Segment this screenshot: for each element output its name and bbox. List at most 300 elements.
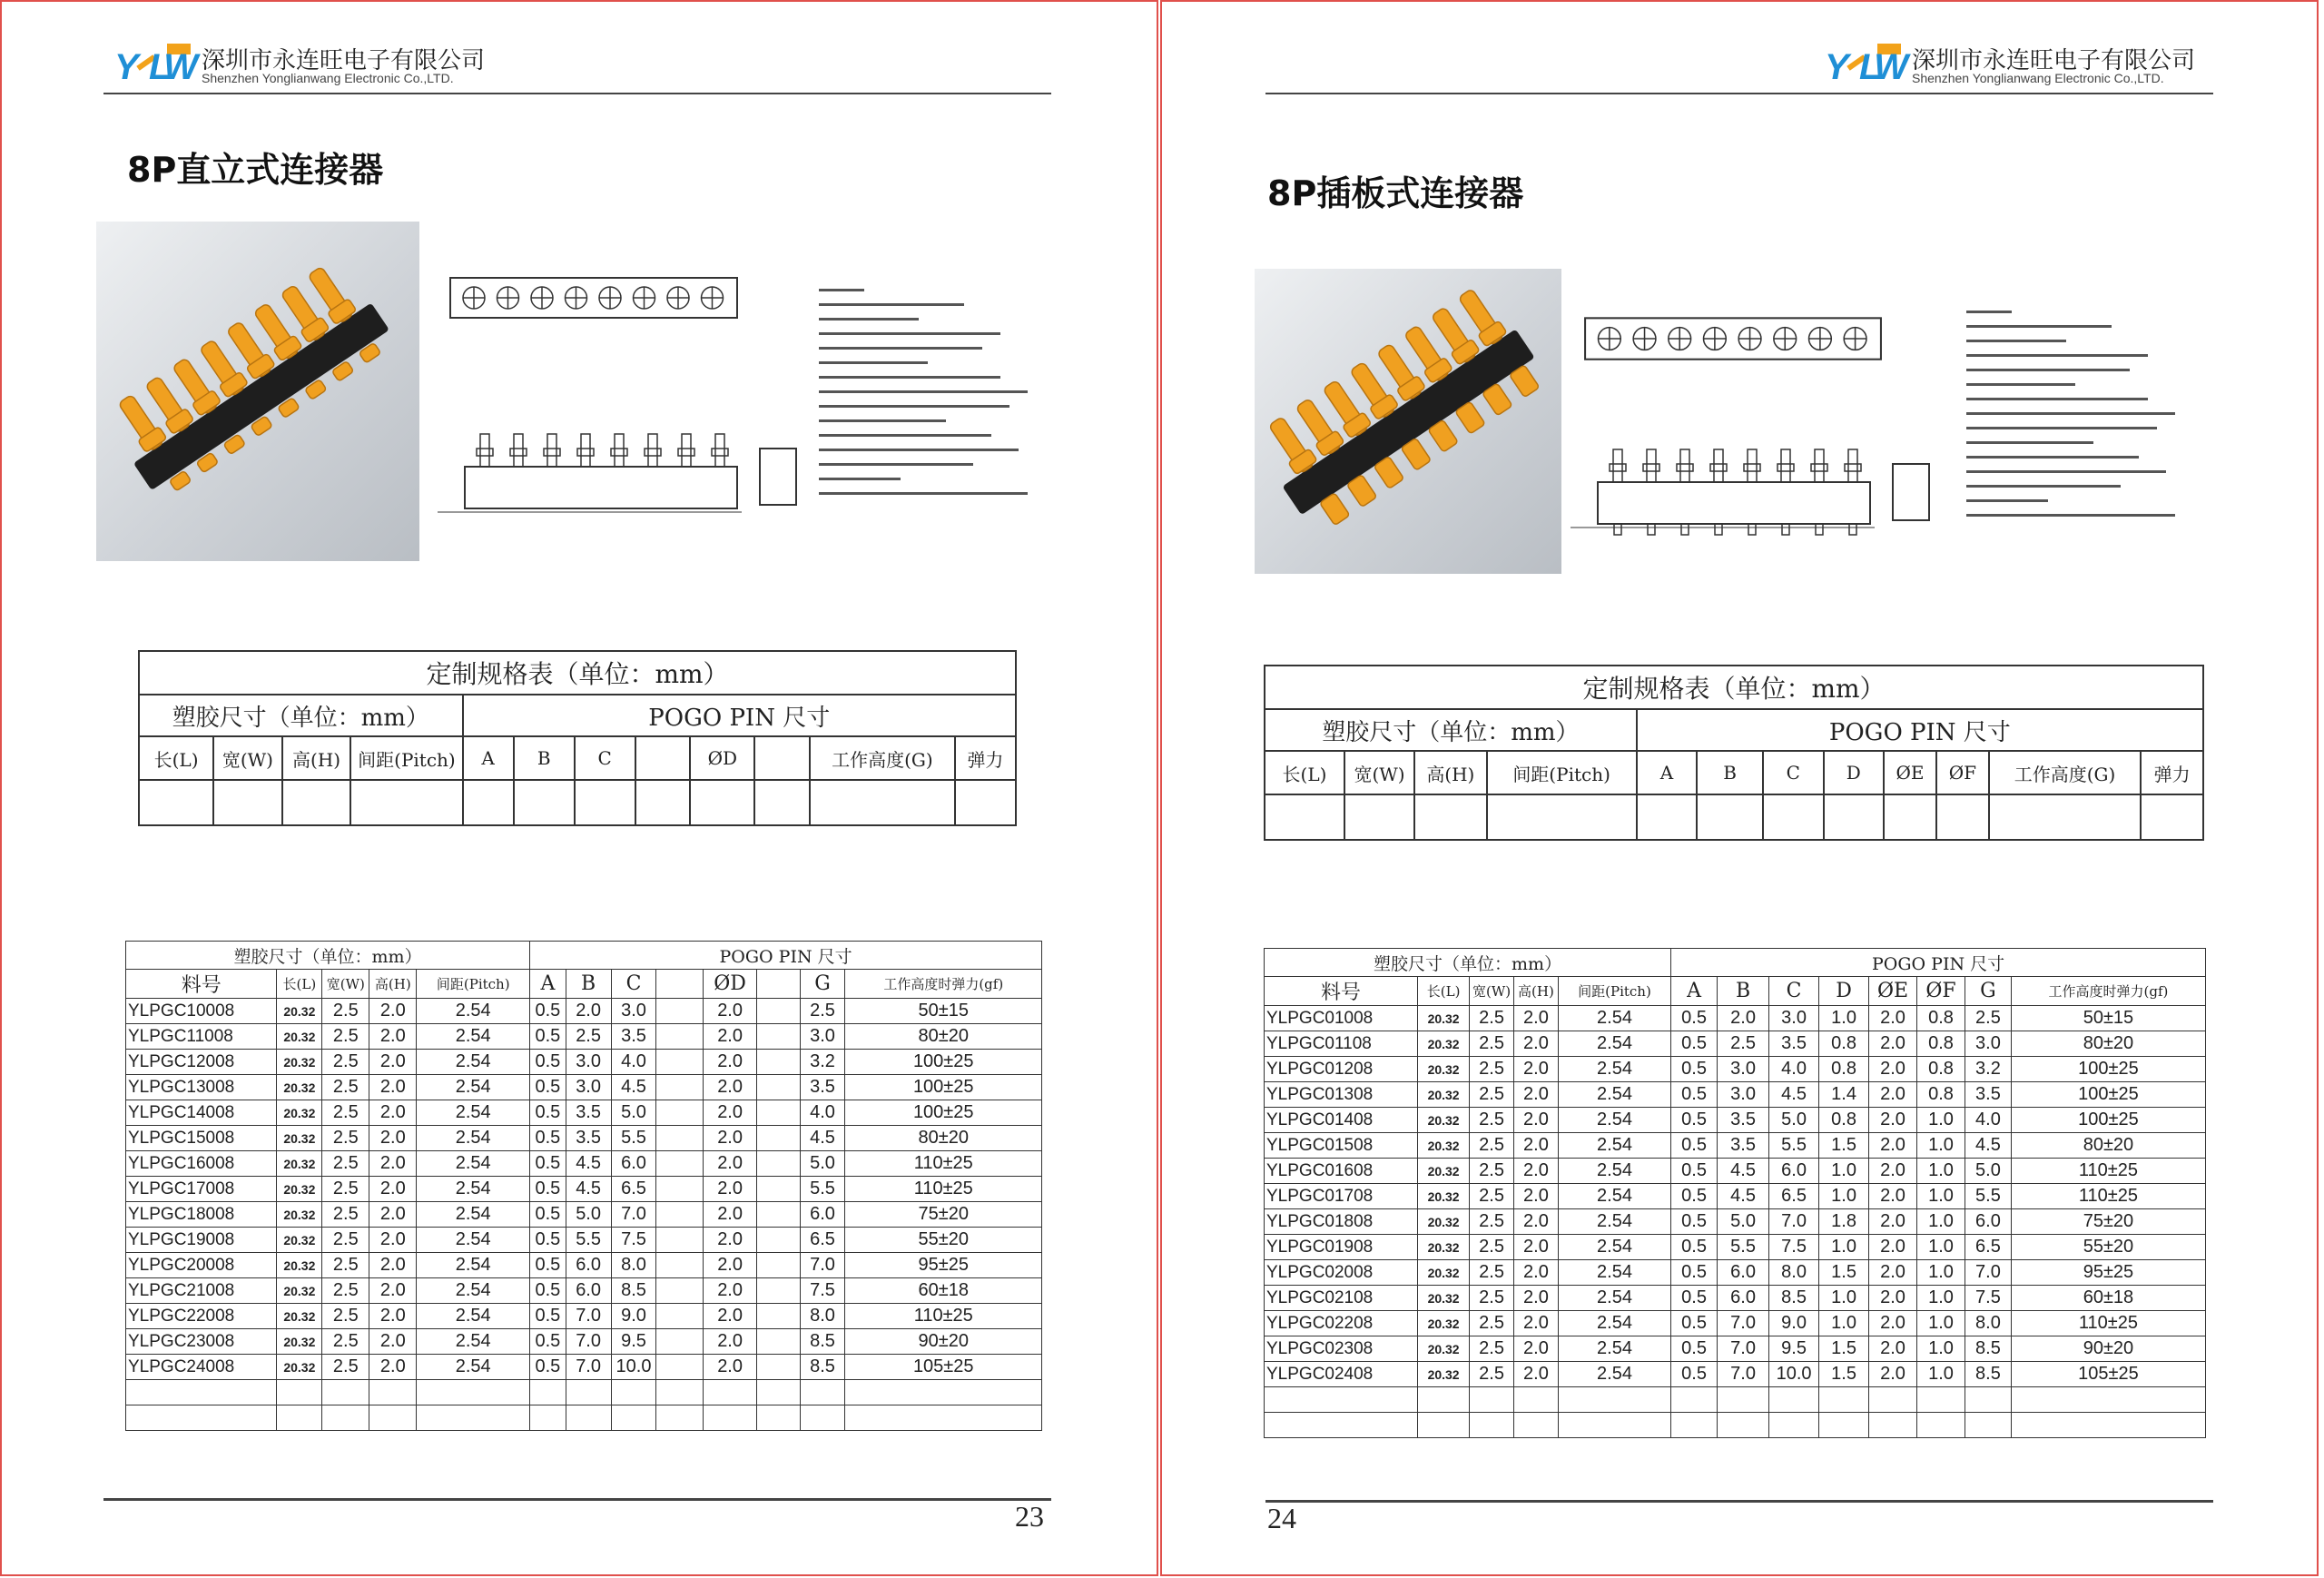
side-view-drawing <box>428 421 810 521</box>
table-cell: 2.0 <box>1869 1057 1917 1082</box>
table-cell <box>2011 1387 2205 1413</box>
table-row <box>1265 1286 2206 1311</box>
table-cell <box>656 1100 704 1126</box>
table-cell: 7.5 <box>800 1278 845 1304</box>
table-cell: 5.0 <box>800 1151 845 1177</box>
table-row <box>126 1355 1042 1380</box>
spec-empty-cell <box>1344 794 1414 840</box>
company-name-en: Shenzhen Yonglianwang Electronic Co.,LTD. <box>1912 71 2164 85</box>
company-logo: Y LW <box>1825 44 1906 87</box>
table-cell: 2.54 <box>417 1151 530 1177</box>
table-row <box>126 1100 1042 1126</box>
table-cell <box>756 1151 800 1177</box>
table-cell: 20.32 <box>277 1050 322 1075</box>
empty-row <box>126 1380 1042 1405</box>
company-name-cn: 深圳市永连旺电子有限公司 <box>202 47 486 74</box>
table-cell <box>1917 1387 1965 1413</box>
table-cell: 4.5 <box>800 1126 845 1151</box>
plastic-size-header: 塑胶尺寸（单位：mm） <box>139 695 463 736</box>
pin-outline <box>1748 449 1757 482</box>
table-cell: 20.32 <box>277 1253 322 1278</box>
spec-empty-cell <box>690 780 754 825</box>
table-cell <box>1513 1413 1558 1438</box>
table-cell: 110±25 <box>2011 1159 2205 1184</box>
table-cell <box>1558 1387 1670 1413</box>
table-cell: 6.5 <box>611 1177 656 1202</box>
technical-notes <box>1966 311 2184 528</box>
table-cell: 2.0 <box>704 1278 756 1304</box>
table-cell: 1.0 <box>1917 1108 1965 1133</box>
table-cell: 20.32 <box>1418 1108 1470 1133</box>
table-cell: 0.5 <box>530 1355 566 1380</box>
table-cell: 8.5 <box>611 1278 656 1304</box>
table-cell <box>756 1278 800 1304</box>
spec-empty-cell <box>2141 794 2203 840</box>
table-cell: 20.32 <box>1418 1311 1470 1336</box>
parts-column-header: 间距(Pitch) <box>417 970 530 999</box>
table-cell: 1.5 <box>1819 1336 1869 1362</box>
table-cell: 3.5 <box>1718 1133 1769 1159</box>
table-cell: 2.0 <box>1869 1209 1917 1235</box>
parts-column-header: C <box>1769 977 1819 1006</box>
table-cell <box>369 1380 417 1405</box>
table-cell: 1.0 <box>1819 1159 1869 1184</box>
table-cell: 7.0 <box>800 1253 845 1278</box>
table-cell: 7.5 <box>1769 1235 1819 1260</box>
spec-column-header: 弹力 <box>955 736 1016 780</box>
table-cell: 2.0 <box>704 1228 756 1253</box>
table-cell: 1.0 <box>1917 1286 1965 1311</box>
table-cell: 2.5 <box>1470 1184 1514 1209</box>
table-cell: 1.0 <box>1819 1006 1869 1031</box>
table-cell: 20.32 <box>1418 1082 1470 1108</box>
table-cell: 7.0 <box>1769 1209 1819 1235</box>
parts-column-header: A <box>1671 977 1718 1006</box>
table-cell: 2.0 <box>1869 1286 1917 1311</box>
table-cell: 1.8 <box>1819 1209 1869 1235</box>
table-cell: 5.0 <box>611 1100 656 1126</box>
table-cell <box>277 1380 322 1405</box>
table-cell: 2.0 <box>1869 1159 1917 1184</box>
table-cell: 2.5 <box>1470 1362 1514 1387</box>
part-number-cell: YLPGC02008 <box>1265 1260 1418 1286</box>
table-cell: 2.0 <box>704 1202 756 1228</box>
top-view-drawing <box>1583 311 1883 365</box>
table-cell <box>566 1380 611 1405</box>
table-cell: 0.5 <box>1671 1133 1718 1159</box>
table-cell: 2.0 <box>1513 1108 1558 1133</box>
pin-outline <box>1781 449 1790 482</box>
table-row <box>1265 1006 2206 1031</box>
table-row <box>1265 1336 2206 1362</box>
table-cell <box>756 1100 800 1126</box>
table-cell <box>2011 1413 2205 1438</box>
table-cell <box>1265 1387 1418 1413</box>
table-cell <box>656 1355 704 1380</box>
spec-column-header <box>754 736 810 780</box>
spec-column-header: 间距(Pitch) <box>1487 751 1637 794</box>
spec-column-header: 弹力 <box>2141 751 2203 794</box>
page-title: 8P直立式连接器 <box>127 150 384 190</box>
table-cell <box>756 1050 800 1075</box>
table-cell: 55±20 <box>2011 1235 2205 1260</box>
part-number-cell: YLPGC13008 <box>126 1075 277 1100</box>
spec-column-header: ØF <box>1936 751 1989 794</box>
table-cell: 20.32 <box>1418 1235 1470 1260</box>
table-row <box>1265 1133 2206 1159</box>
table-cell: 3.0 <box>800 1024 845 1050</box>
table-cell: 8.0 <box>1965 1311 2011 1336</box>
table-cell: 0.5 <box>1671 1006 1718 1031</box>
table-cell: 2.54 <box>1558 1159 1670 1184</box>
table-cell: 2.0 <box>704 999 756 1024</box>
table-row <box>126 1304 1042 1329</box>
table-cell: 80±20 <box>845 1126 1042 1151</box>
parts-column-header: G <box>800 970 845 999</box>
table-cell: 2.54 <box>1558 1057 1670 1082</box>
table-cell: 20.32 <box>1418 1159 1470 1184</box>
part-number-cell: YLPGC12008 <box>126 1050 277 1075</box>
table-cell <box>756 1380 800 1405</box>
table-cell: 6.0 <box>800 1202 845 1228</box>
table-cell: 8.5 <box>800 1355 845 1380</box>
table-cell: 2.0 <box>704 1075 756 1100</box>
spec-empty-cell <box>213 780 282 825</box>
table-cell: 8.0 <box>611 1253 656 1278</box>
table-cell: 2.5 <box>1965 1006 2011 1031</box>
table-cell: 2.54 <box>417 999 530 1024</box>
table-cell: 2.0 <box>369 1228 417 1253</box>
table-cell: 3.0 <box>1769 1006 1819 1031</box>
empty-row <box>1265 1413 2206 1438</box>
pin-outline <box>648 434 657 467</box>
table-cell: 20.32 <box>1418 1057 1470 1082</box>
table-row <box>1265 1082 2206 1108</box>
table-cell: 3.2 <box>800 1050 845 1075</box>
table-cell: 2.5 <box>1470 1209 1514 1235</box>
table-cell: 0.5 <box>530 1177 566 1202</box>
table-cell <box>417 1405 530 1431</box>
pin-outline <box>1714 449 1723 482</box>
pin-outline <box>1680 449 1689 482</box>
table-cell: 0.5 <box>530 1151 566 1177</box>
parts-column-header: 料号 <box>1265 977 1418 1006</box>
table-cell: 0.5 <box>530 1228 566 1253</box>
table-cell: 2.5 <box>1470 1336 1514 1362</box>
table-cell <box>756 1228 800 1253</box>
table-cell <box>611 1405 656 1431</box>
table-cell <box>656 1278 704 1304</box>
table-cell <box>656 1024 704 1050</box>
table-cell: 2.0 <box>369 1329 417 1355</box>
page-number: 23 <box>1015 1500 1044 1533</box>
table-cell: 2.0 <box>1869 1235 1917 1260</box>
spec-column-header: ØE <box>1884 751 1936 794</box>
table-cell: 1.0 <box>1819 1235 1869 1260</box>
page-title: 8P插板式连接器 <box>1267 173 1524 213</box>
parts-pogo-header: POGO PIN 尺寸 <box>1671 949 2206 977</box>
spec-empty-cell <box>955 780 1016 825</box>
pin-outline <box>480 434 489 467</box>
table-cell: 100±25 <box>845 1050 1042 1075</box>
spec-empty-cell <box>1824 794 1884 840</box>
table-cell: 2.5 <box>322 1278 369 1304</box>
spec-empty-cell <box>1884 794 1936 840</box>
table-cell: 2.54 <box>417 1024 530 1050</box>
page-23 <box>0 0 1158 1576</box>
table-cell <box>1917 1413 1965 1438</box>
table-cell: 20.32 <box>277 1126 322 1151</box>
spec-column-header: 高(H) <box>282 736 351 780</box>
table-cell: 2.0 <box>1718 1006 1769 1031</box>
table-cell: 2.54 <box>1558 1235 1670 1260</box>
table-cell: 60±18 <box>2011 1286 2205 1311</box>
table-cell: 2.0 <box>1513 1336 1558 1362</box>
table-cell: 1.0 <box>1917 1184 1965 1209</box>
parts-column-header: 宽(W) <box>322 970 369 999</box>
table-cell: 2.0 <box>369 999 417 1024</box>
table-cell: 0.5 <box>530 1278 566 1304</box>
table-cell: 2.54 <box>417 1278 530 1304</box>
table-cell: 20.32 <box>277 1329 322 1355</box>
table-cell: 110±25 <box>845 1177 1042 1202</box>
table-cell: 20.32 <box>1418 1260 1470 1286</box>
table-cell: 8.5 <box>1965 1362 2011 1387</box>
top-view-drawing <box>448 271 739 323</box>
spec-column-header: C <box>1763 751 1823 794</box>
parts-column-header: C <box>611 970 656 999</box>
table-cell: 1.0 <box>1917 1159 1965 1184</box>
pin-outline <box>615 434 624 467</box>
table-cell: 4.5 <box>1718 1159 1769 1184</box>
table-cell: 2.0 <box>1513 1260 1558 1286</box>
table-cell: 2.5 <box>1470 1006 1514 1031</box>
table-cell: 2.5 <box>322 999 369 1024</box>
table-cell: 4.0 <box>611 1050 656 1075</box>
table-cell: 3.5 <box>1769 1031 1819 1057</box>
table-cell <box>417 1380 530 1405</box>
table-cell: 2.0 <box>566 999 611 1024</box>
table-cell <box>1819 1387 1869 1413</box>
table-cell: 2.0 <box>1513 1031 1558 1057</box>
table-cell: 20.32 <box>277 1151 322 1177</box>
page-footer <box>1265 1500 2213 1530</box>
spec-column-header: 宽(W) <box>213 736 282 780</box>
table-cell: 2.5 <box>322 1151 369 1177</box>
table-cell: 3.0 <box>1965 1031 2011 1057</box>
table-cell: 2.54 <box>1558 1362 1670 1387</box>
parts-column-header: A <box>530 970 566 999</box>
table-cell <box>656 1329 704 1355</box>
parts-column-header: 料号 <box>126 970 277 999</box>
spec-table-caption: 定制规格表（单位：mm） <box>139 651 1016 695</box>
table-cell <box>1769 1413 1819 1438</box>
table-cell: 50±15 <box>2011 1006 2205 1031</box>
table-cell: 50±15 <box>845 999 1042 1024</box>
table-cell: 60±18 <box>845 1278 1042 1304</box>
part-number-cell: YLPGC01308 <box>1265 1082 1418 1108</box>
table-cell: 95±25 <box>845 1253 1042 1278</box>
table-cell: 1.5 <box>1819 1362 1869 1387</box>
table-cell: 90±20 <box>2011 1336 2205 1362</box>
table-cell: 3.2 <box>1965 1057 2011 1082</box>
table-cell: 4.5 <box>1769 1082 1819 1108</box>
table-cell: 4.5 <box>611 1075 656 1100</box>
table-cell: 2.54 <box>417 1100 530 1126</box>
table-cell <box>704 1380 756 1405</box>
table-cell: 110±25 <box>845 1304 1042 1329</box>
table-cell <box>756 999 800 1024</box>
table-cell: 2.0 <box>704 1355 756 1380</box>
table-cell: 90±20 <box>845 1329 1042 1355</box>
table-cell: 20.32 <box>277 1202 322 1228</box>
spec-column-header: D <box>1824 751 1884 794</box>
table-cell: 2.54 <box>1558 1336 1670 1362</box>
part-number-cell: YLPGC01808 <box>1265 1209 1418 1235</box>
table-cell: 2.0 <box>1869 1006 1917 1031</box>
table-cell: 55±20 <box>845 1228 1042 1253</box>
side-view-drawing <box>1561 432 1943 541</box>
table-cell: 2.5 <box>1470 1260 1514 1286</box>
table-cell: 0.5 <box>530 1050 566 1075</box>
table-cell: 100±25 <box>2011 1108 2205 1133</box>
table-cell: 6.0 <box>1769 1159 1819 1184</box>
table-cell: 2.0 <box>704 1151 756 1177</box>
parts-column-header: B <box>1718 977 1769 1006</box>
table-cell: 9.5 <box>611 1329 656 1355</box>
table-cell: 2.0 <box>704 1253 756 1278</box>
spec-empty-cell <box>1936 794 1989 840</box>
table-cell: 2.54 <box>417 1228 530 1253</box>
table-cell: 3.5 <box>566 1100 611 1126</box>
table-cell: 0.5 <box>1671 1235 1718 1260</box>
table-cell: 20.32 <box>277 1278 322 1304</box>
table-cell: 2.54 <box>417 1177 530 1202</box>
product-photo <box>96 222 419 561</box>
spec-column-header: B <box>514 736 575 780</box>
part-number-cell: YLPGC02108 <box>1265 1286 1418 1311</box>
table-cell: 2.0 <box>704 1126 756 1151</box>
page-header <box>103 38 1051 94</box>
spec-column-header: C <box>575 736 635 780</box>
parts-column-header: 工作高度时弹力(gf) <box>845 970 1042 999</box>
table-cell <box>656 1151 704 1177</box>
part-number-cell: YLPGC01108 <box>1265 1031 1418 1057</box>
table-row <box>1265 1311 2206 1336</box>
empty-row <box>126 1405 1042 1431</box>
table-row <box>1265 1031 2206 1057</box>
table-cell: 2.5 <box>322 1024 369 1050</box>
table-cell <box>656 1304 704 1329</box>
table-cell: 0.8 <box>1917 1031 1965 1057</box>
table-cell: 0.5 <box>530 1329 566 1355</box>
table-cell: 2.0 <box>369 1253 417 1278</box>
page-footer <box>103 1498 1051 1528</box>
parts-column-header: 长(L) <box>277 970 322 999</box>
table-cell: 2.54 <box>417 1126 530 1151</box>
table-cell: 9.0 <box>1769 1311 1819 1336</box>
table-cell: 5.5 <box>611 1126 656 1151</box>
table-cell: 2.0 <box>369 1126 417 1151</box>
table-cell: 2.54 <box>417 1253 530 1278</box>
table-cell <box>656 1405 704 1431</box>
spec-column-header: 长(L) <box>139 736 213 780</box>
table-cell: 5.5 <box>1769 1133 1819 1159</box>
company-logo: Y LW <box>114 44 196 87</box>
pin-outline <box>1848 449 1857 482</box>
table-cell <box>704 1405 756 1431</box>
table-cell: 7.0 <box>1718 1362 1769 1387</box>
spec-empty-cell <box>1265 794 1344 840</box>
table-cell: 6.0 <box>566 1253 611 1278</box>
table-row <box>1265 1362 2206 1387</box>
table-cell <box>322 1380 369 1405</box>
table-cell: 2.5 <box>1470 1235 1514 1260</box>
table-row <box>126 1253 1042 1278</box>
table-cell <box>756 1024 800 1050</box>
part-number-cell: YLPGC01508 <box>1265 1133 1418 1159</box>
table-cell: 2.54 <box>1558 1286 1670 1311</box>
table-row <box>1265 1057 2206 1082</box>
table-cell: 3.0 <box>1718 1057 1769 1082</box>
table-cell: 2.5 <box>322 1355 369 1380</box>
table-cell: 2.0 <box>1869 1108 1917 1133</box>
table-cell: 1.0 <box>1917 1133 1965 1159</box>
table-cell: 6.5 <box>1769 1184 1819 1209</box>
spec-column-header: 高(H) <box>1414 751 1486 794</box>
table-cell <box>800 1380 845 1405</box>
table-cell: 2.54 <box>417 1075 530 1100</box>
table-cell: 75±20 <box>2011 1209 2205 1235</box>
table-cell: 1.0 <box>1819 1286 1869 1311</box>
part-number-cell: YLPGC24008 <box>126 1355 277 1380</box>
parts-column-header: D <box>1819 977 1869 1006</box>
table-row <box>126 1126 1042 1151</box>
table-cell: 2.0 <box>704 1024 756 1050</box>
table-cell: 80±20 <box>845 1024 1042 1050</box>
table-cell: 0.5 <box>530 1202 566 1228</box>
table-cell: 2.0 <box>704 1050 756 1075</box>
spec-empty-cell <box>1989 794 2141 840</box>
table-cell: 105±25 <box>845 1355 1042 1380</box>
table-cell: 0.8 <box>1819 1057 1869 1082</box>
table-row <box>126 1050 1042 1075</box>
table-cell: 0.5 <box>1671 1108 1718 1133</box>
table-cell: 0.8 <box>1819 1108 1869 1133</box>
table-cell: 4.0 <box>1769 1057 1819 1082</box>
table-cell <box>1470 1387 1514 1413</box>
table-cell <box>1965 1413 2011 1438</box>
table-cell: 0.5 <box>1671 1260 1718 1286</box>
spec-empty-cell <box>754 780 810 825</box>
table-cell <box>656 1253 704 1278</box>
table-cell: 2.5 <box>800 999 845 1024</box>
table-cell: 100±25 <box>2011 1057 2205 1082</box>
table-cell: 1.0 <box>1917 1235 1965 1260</box>
table-cell: 8.5 <box>800 1329 845 1355</box>
table-cell: 0.5 <box>1671 1057 1718 1082</box>
table-cell <box>756 1075 800 1100</box>
table-cell: 20.32 <box>1418 1209 1470 1235</box>
table-cell: 2.5 <box>322 1177 369 1202</box>
company-name-en: Shenzhen Yonglianwang Electronic Co.,LTD. <box>202 71 454 85</box>
parts-column-header: ØE <box>1869 977 1917 1006</box>
table-cell <box>756 1355 800 1380</box>
table-cell: 2.5 <box>1470 1286 1514 1311</box>
spec-empty-cell <box>350 780 462 825</box>
table-cell: 2.5 <box>322 1304 369 1329</box>
table-cell: 6.0 <box>1965 1209 2011 1235</box>
